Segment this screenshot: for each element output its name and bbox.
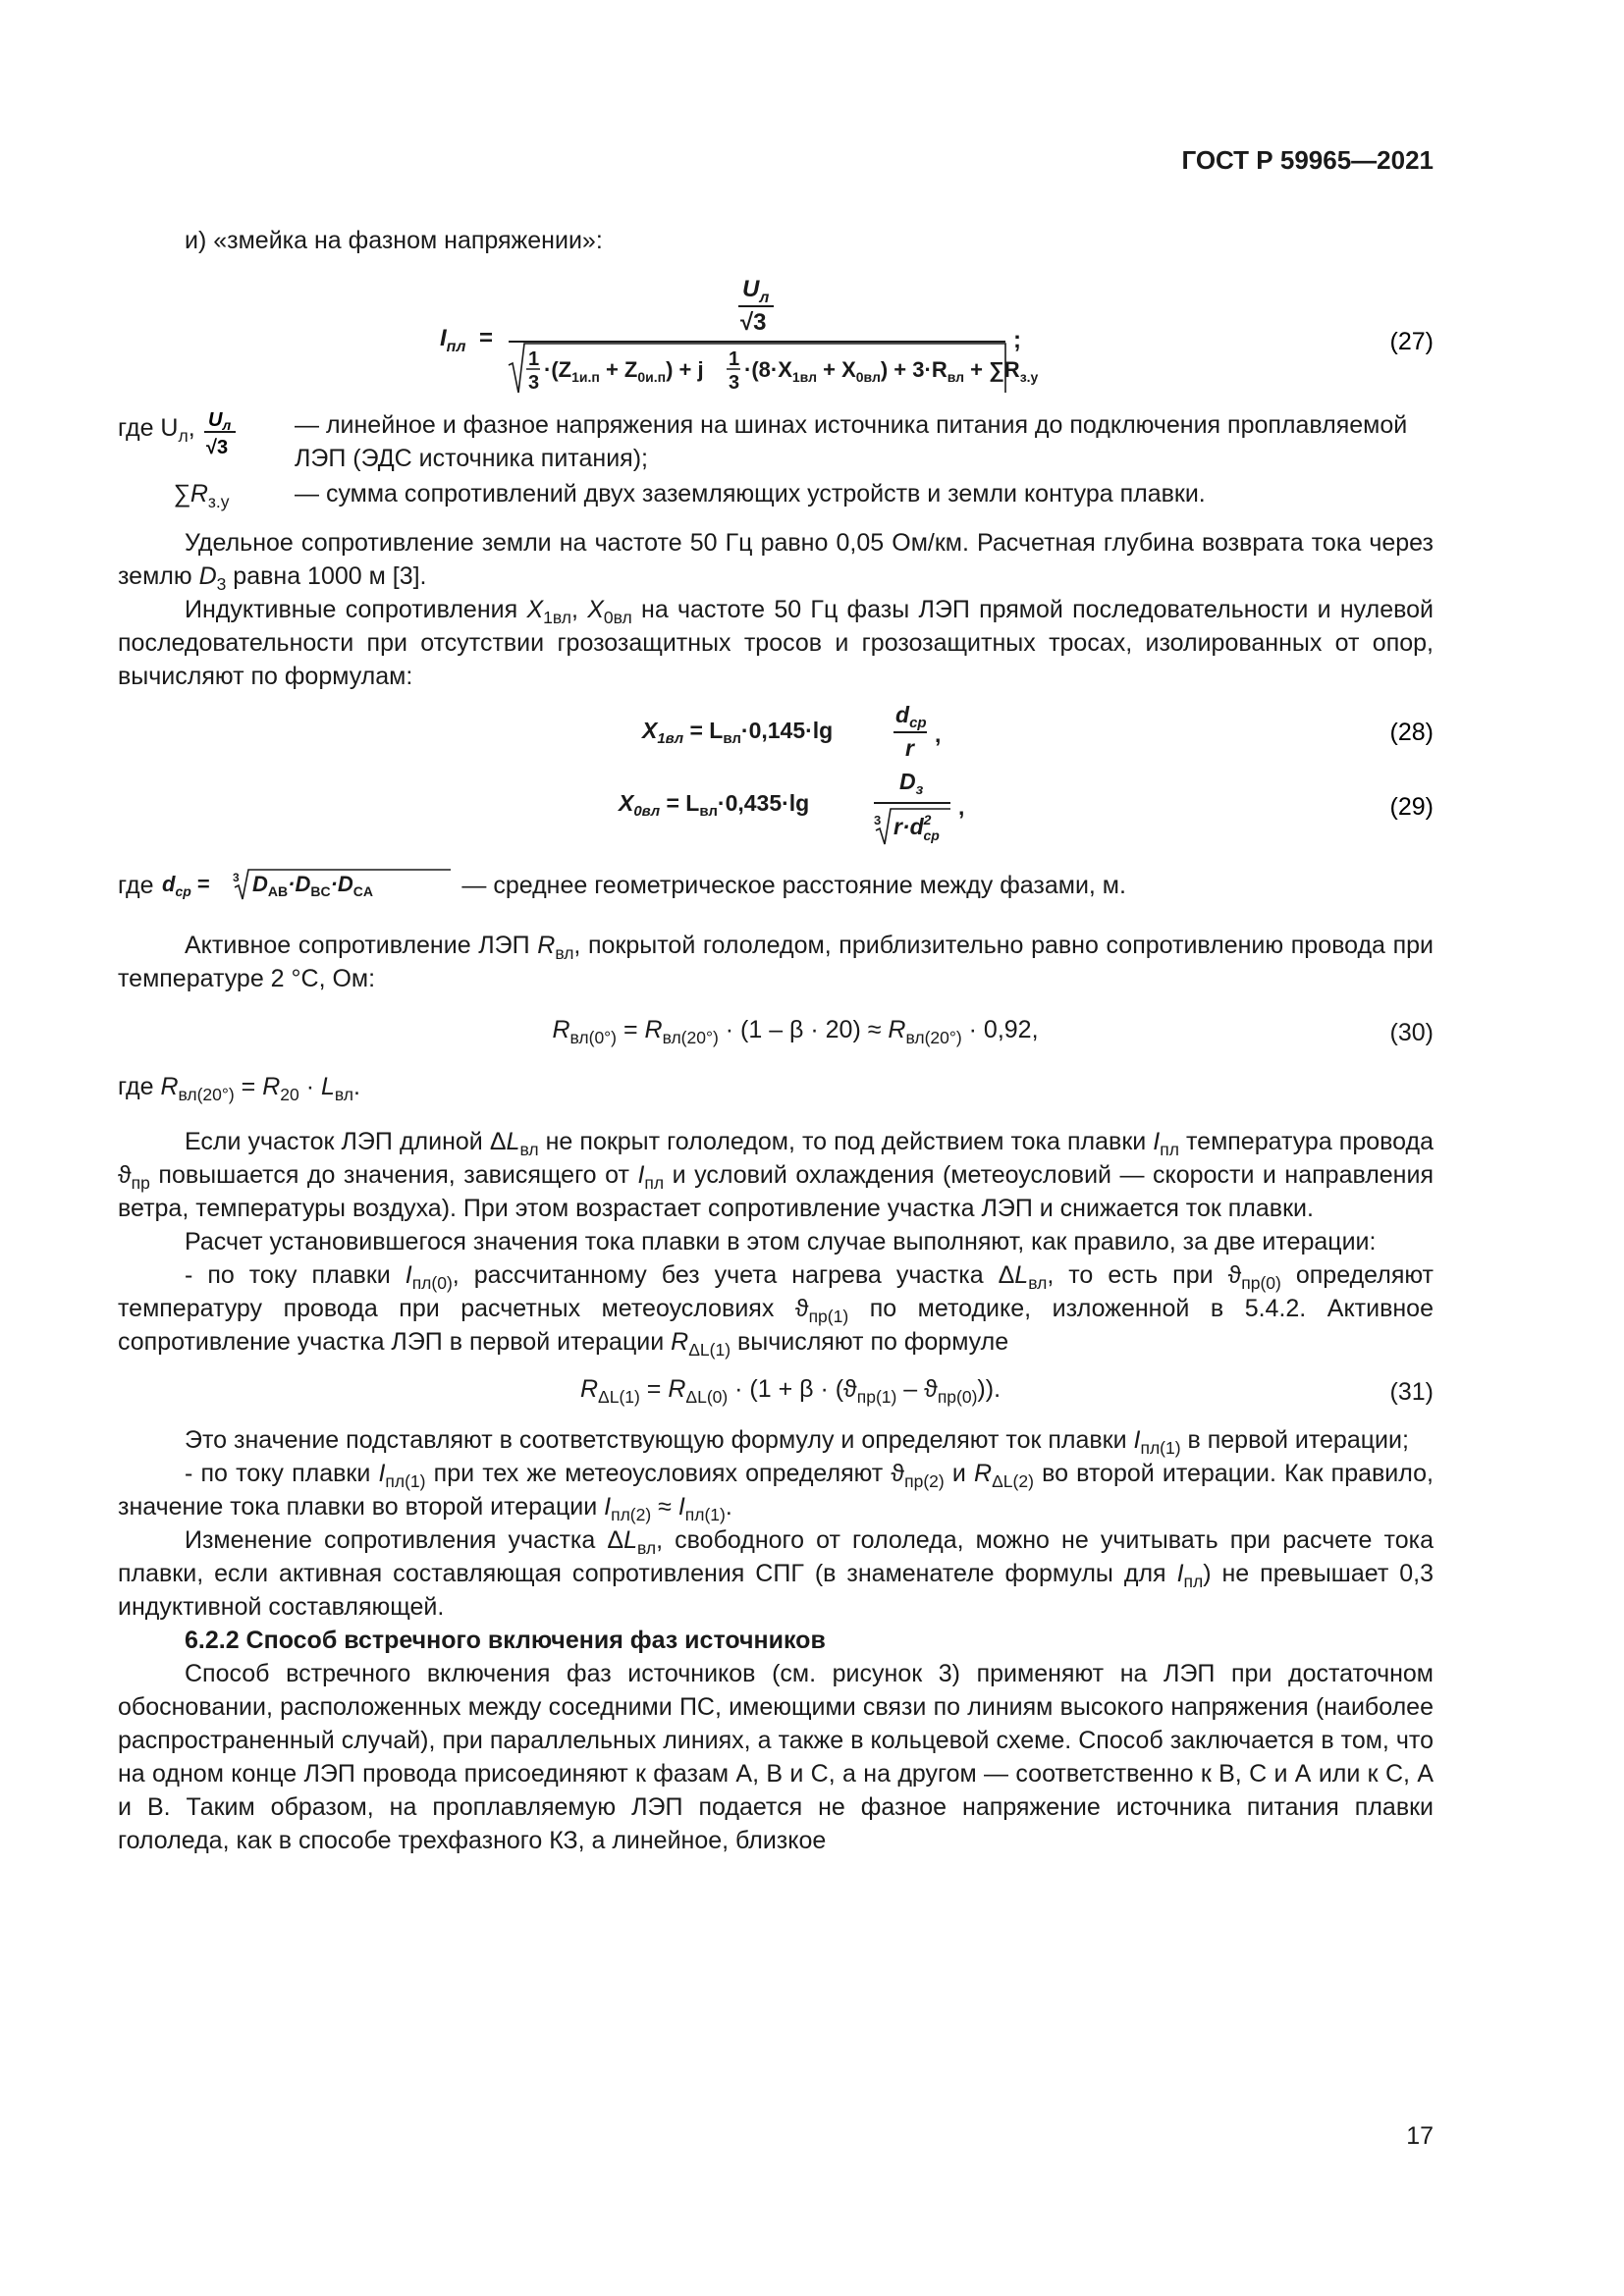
eq28-denominator: r (905, 735, 914, 761)
paragraph-counter-phase: Способ встречного включения фаз источников (см. рисунок 3) применяют на ЛЭП при достаточном обосновании, расположенных между соседними ПС, имеющими связи по линиям высокого напряжения (наиболее распространенный случай), при параллельных линиях, а также в кольцевой схеме. Способ заключается в том, что на одном конце ЛЭП провода присоединяют к фазам А, В и С, а на другом — соответственно к В, С и А или к С, А и В. Таким образом, на проплавляемую ЛЭП подается не фазное напряжение источника питания плавки гололеда, как в способе трехфазного КЗ, а линейное, близкое (118, 1660, 1434, 1854)
page-number: 17 (1406, 2122, 1434, 2150)
eq29-comma: , (958, 794, 965, 820)
eq30-number: (30) (1389, 1019, 1434, 1046)
where29-text: — среднее геометрическое расстояние между фазами, м. (455, 872, 1126, 899)
eq28-formula: $X_{1вл} = L_{вл}\cdot 0,145\cdot\lg$ (642, 718, 834, 747)
eq29-numerator: $D_з$ (899, 769, 924, 798)
eq31-number: (31) (1389, 1378, 1434, 1406)
eq27-z-terms: $\cdot(Z_{1и.п} + Z_{0и.п}) + j$ (544, 357, 704, 385)
svg-text:3: 3 (233, 871, 241, 884)
paragraph-resistance-change: Изменение сопротивления участка $\Delta L_{вл}$, свободного от гололеда, можно не учитывать при расчете тока плавки, если активная составляющая сопротивления СПГ (в знаменателе формулы для $I_{пл}$) не превышает 0,3 индуктивной составляющей. (118, 1526, 1434, 1621)
eq29-formula: $X_{0вл} = L_{вл}\cdot 0,435\cdot\lg$ (619, 790, 810, 820)
where27-label2: $\sum R_{з.у}$ (173, 480, 230, 512)
where27-text2: — сумма сопротивлений двух заземляющих устройств и земли контура плавки. (295, 480, 1206, 507)
section-heading-6-2-2: 6.2.2 Способ встречного включения фаз источников (185, 1627, 826, 1654)
where29-gde: где (118, 872, 161, 899)
paragraph-earth-resistance: Удельное сопротивление земли на частоте 50 Гц равно 0,05 Ом/км. Расчетная глубина возврата тока через землю $D_3$ равна 1000 м [3]. (118, 529, 1434, 595)
where27-row2 (118, 477, 1434, 510)
equation-28-graphic (118, 701, 1434, 762)
where27-label: где $U_л$, $U_л$ √3 (118, 408, 238, 457)
eq29-number: (29) (1389, 793, 1434, 821)
equation-29 (118, 768, 1434, 846)
where-block-30: где $R_{вл(20^\circ)} = R_{20} \cdot L_{вл}$. (118, 1073, 360, 1105)
page-content (118, 224, 1434, 1857)
eq30-formula: $R_{вл(0^\circ)} = R_{вл(20^\circ)} \cdot (1 - \beta \cdot 20) \approx R_{вл(20^\circ)} \cdot 0,92$, (552, 1016, 1039, 1048)
svg-text:Uл: $U_л$ (207, 409, 231, 433)
eq27-semicolon: ; (1013, 327, 1021, 353)
eq29-root-index: 3 (874, 813, 882, 828)
paragraph-ice-free-section: Если участок ЛЭП длиной $\Delta L_{вл}$ не покрыт гололедом, то под действием тока плавки $I_{пл}$ температура провода $ϑ_{пр}$ повышается до значения, зависящего от $I_{пл}$ и условий охлаждения (метеоусловий — скорости и направления ветра, температуры воздуха). При этом возрастает сопротивление участка ЛЭП и снижается ток плавки. (118, 1128, 1434, 1222)
equation-30 (118, 1013, 1434, 1052)
eq28-comma: , (935, 721, 942, 747)
paragraph-inductive: Индуктивные сопротивления $X_{1вл}$, $X_{0вл}$ на частоте 50 Гц фазы ЛЭП прямой последовательности и нулевой последовательности при отсутствии грозозащитных тросов и грозозащитных тросах, изолированных от опор, вычисляют по формулам: (118, 596, 1434, 690)
paragraph-iterations: Расчет установившегося значения тока плавки в этом случае выполняют, как правило, за две итерации: (185, 1228, 1377, 1255)
eq28-number: (28) (1389, 719, 1434, 746)
document-header: ГОСТ Р 59965—2021 (1181, 145, 1434, 175)
eq27-one-third-num: 1 (528, 348, 540, 370)
equation-31 (118, 1372, 1434, 1412)
eq27-equals: = (479, 325, 494, 351)
list-item-i: и) «змейка на фазном напряжении»: (185, 227, 603, 254)
svg-text:√3: √3 (205, 437, 228, 457)
paragraph-substitute: Это значение подставляют в соответствующую формулу и определяют ток плавки $I_{пл(1)}$ в первой итерации; (185, 1426, 1409, 1459)
eq27-second-third-den: 3 (729, 372, 740, 394)
where27-text1: — линейное и фазное напряжения на шинах источника питания до подключения проплавляемой ЛЭП (ЭДС источника питания); (295, 411, 1408, 472)
svg-text:DAB·DBC·DCA: $D_{AB}\cdot D_{BC}\cdot D_{CA}$ (252, 872, 374, 899)
eq27-numerator-sqrt: √3 (740, 309, 767, 336)
eq27-number: (27) (1389, 328, 1434, 355)
eq31-formula: $R_{\Delta L(1)} = R_{\Delta L(0)} \cdot (1 + \beta \cdot (ϑ_{пр(1)} - ϑ_{пр(0)}))$. (579, 1375, 1001, 1408)
equation-27 (118, 267, 1434, 395)
equation-27-graphic (118, 267, 1434, 395)
where-block-27 (118, 408, 1434, 510)
paragraph-active-resistance: Активное сопротивление ЛЭП $R_{вл}$, покрытой гололедом, приблизительно равно сопротивлению провода при температуре 2 °С, Ом: (118, 932, 1435, 992)
where27-phase-fraction (202, 408, 238, 457)
eq27-lhs: $I_{пл}$ (440, 325, 466, 355)
svg-text:dср =: $d_{ср}$ = (162, 872, 211, 899)
eq27-numerator-u: $U_л$ (742, 276, 770, 306)
eq28-numerator: $d_{ср}$ (895, 702, 927, 731)
list-item-first-iteration: - по току плавки $I_{пл(0)}$, рассчитанному без учета нагрева участка $\Delta L_{вл}$, то есть при $ϑ_{пр(0)}$ определяют температуру провода при расчетных метеоусловиях $ϑ_{пр(1)}$ по методике, изложенной в 5.4.2. Активное сопротивление участка ЛЭП в первой итерации $R_{\Delta L(1)}$ вычисляют по формуле (118, 1261, 1435, 1361)
equation-29-graphic (118, 768, 1434, 846)
eq27-one-third-den: 3 (528, 372, 540, 394)
eq27-x-terms: $\cdot(8\cdot X_{1вл} + X_{0вл}) + 3\cdot R_{вл} + \sum R_{з.у}$ (744, 357, 1039, 385)
equation-28 (118, 701, 1434, 762)
eq29-denominator: $r\cdot d^2$ ср (893, 812, 940, 843)
eq27-second-third-num: 1 (729, 348, 740, 370)
list-item-second-iteration: - по току плавки $I_{пл(1)}$ при тех же метеоусловиях определяют $ϑ_{пр(2)}$ и $R_{\Delta L(2)}$ во второй итерации. Как правило, значение тока плавки во второй итерации $I_{пл(2)} \approx I_{пл(1)}$. (118, 1460, 1434, 1525)
where-block-29 (118, 864, 1434, 907)
where29-formula (160, 864, 455, 903)
